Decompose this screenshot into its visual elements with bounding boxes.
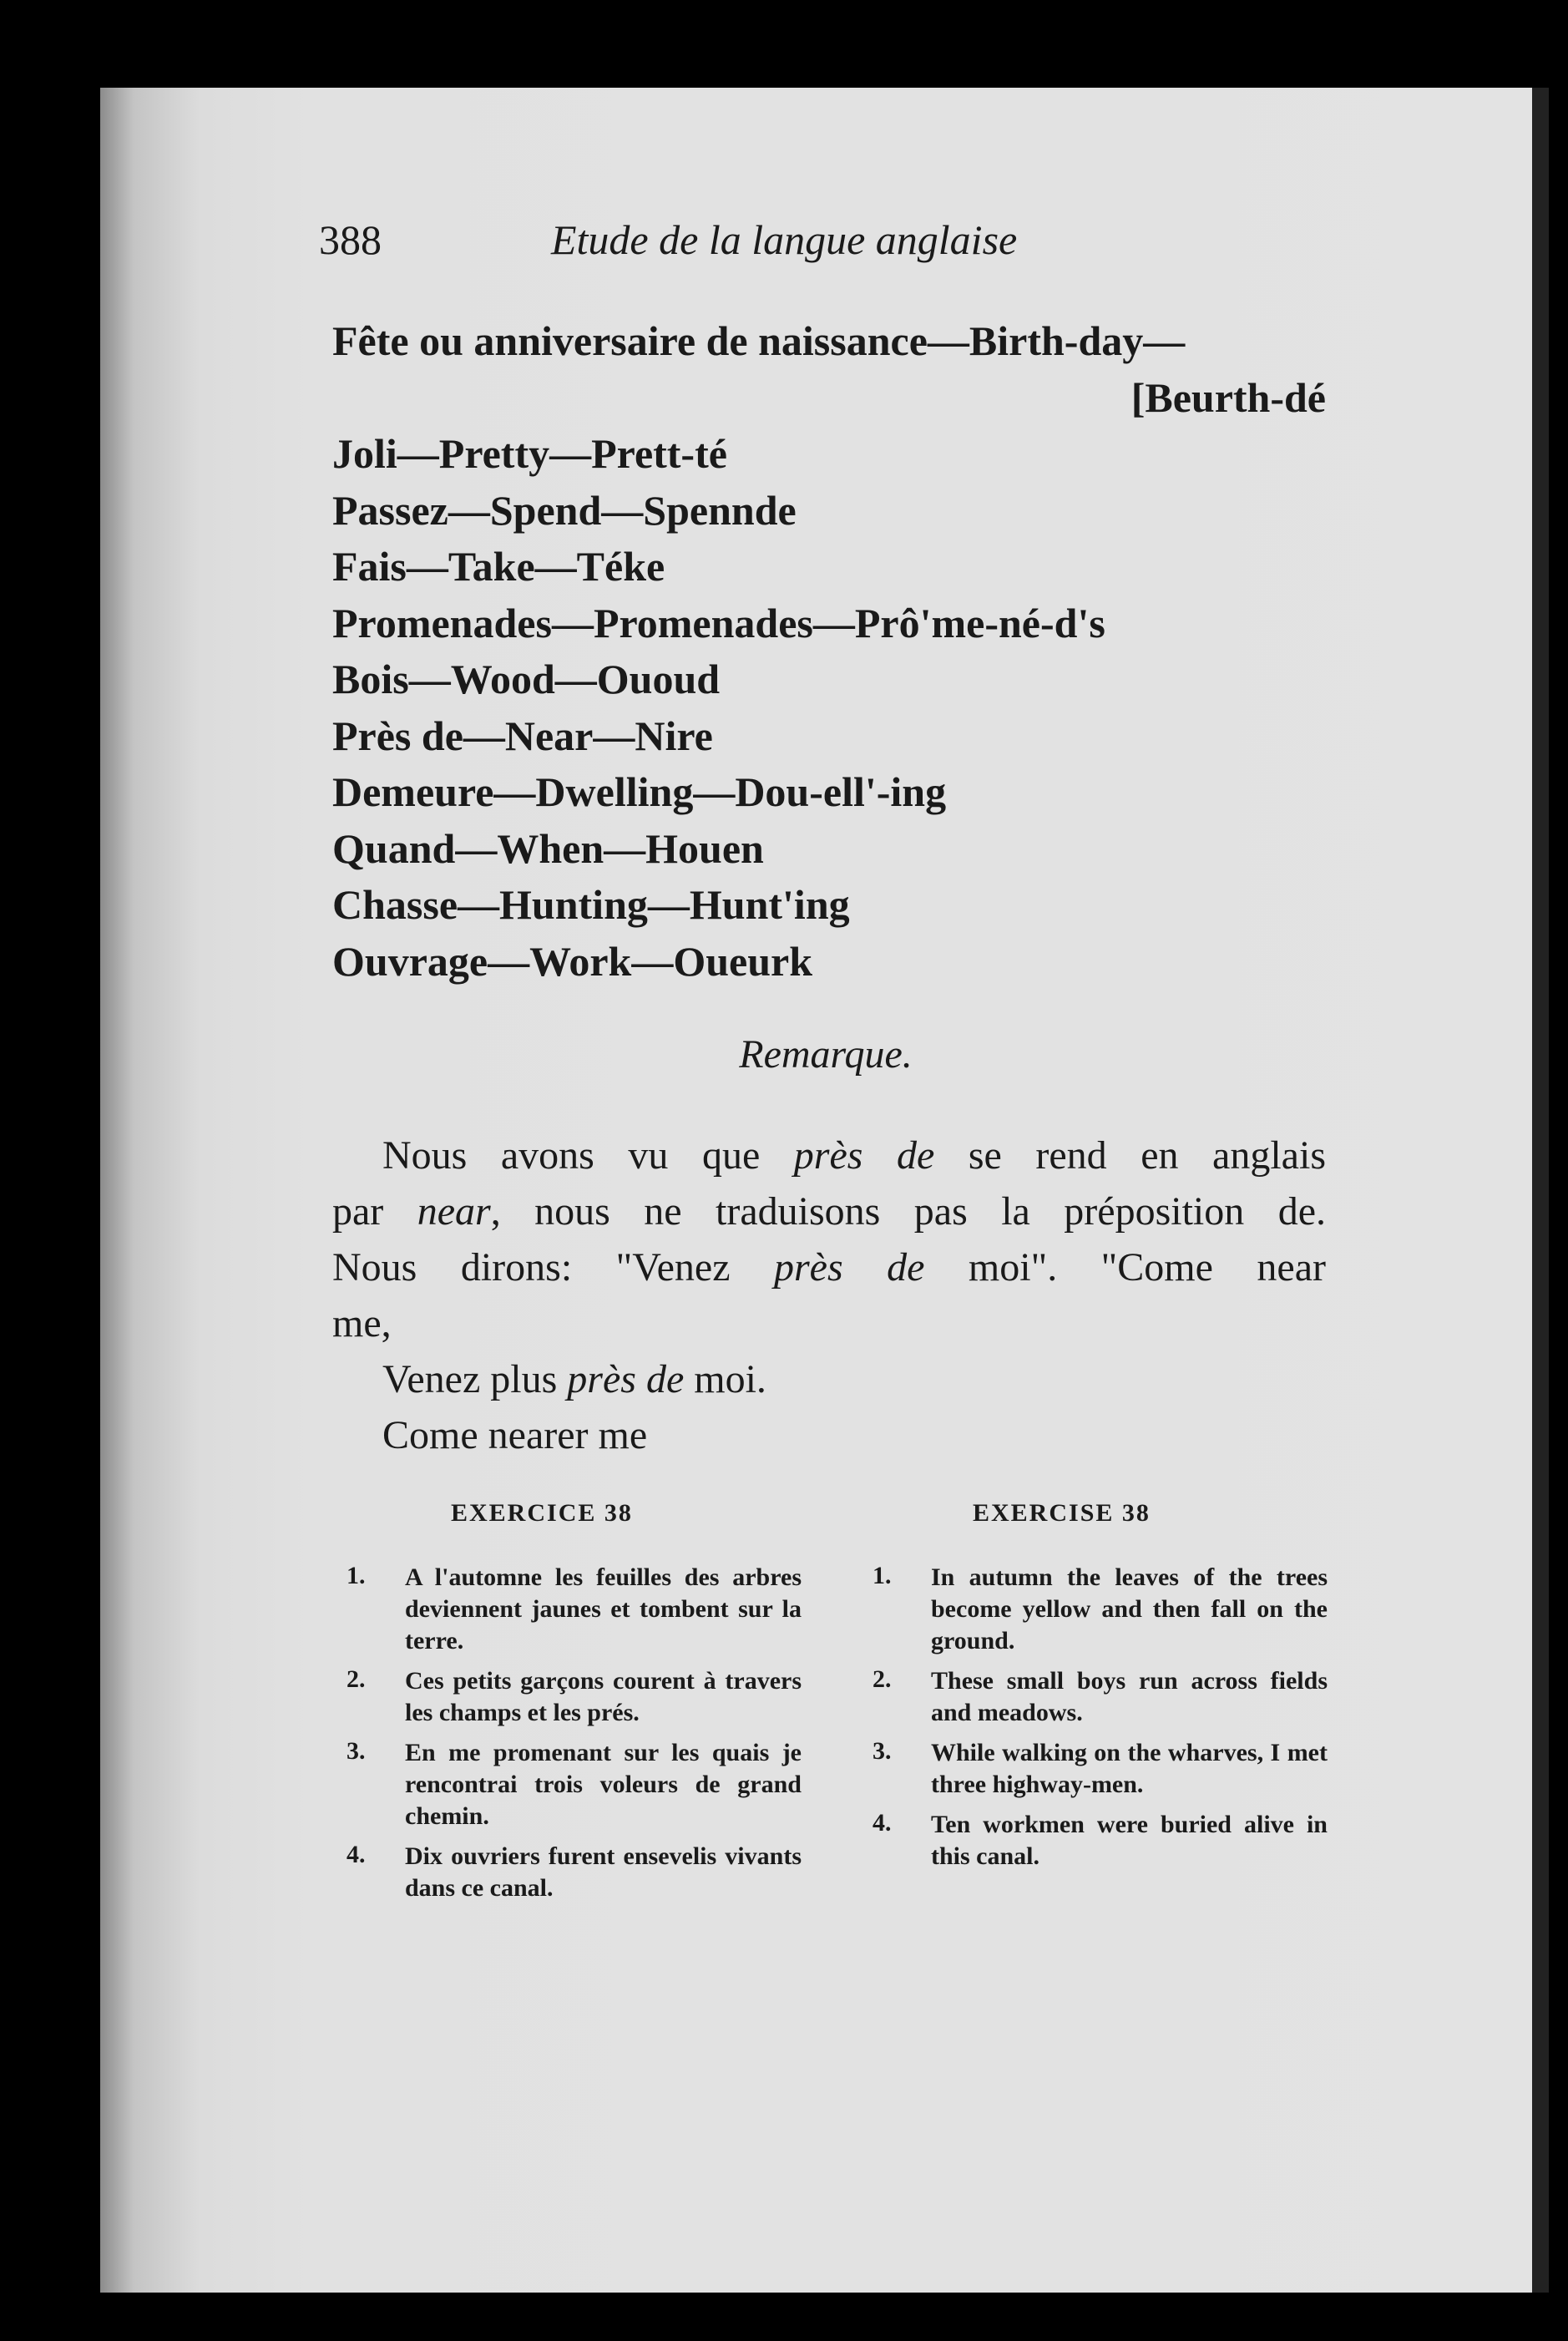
exercise-fr-heading: EXERCICE 38 bbox=[451, 1499, 633, 1527]
italic-run: près de bbox=[567, 1357, 685, 1401]
remark-line: me, bbox=[332, 1301, 392, 1345]
remark-line bbox=[332, 1183, 1326, 1239]
remark-line: Come nearer me bbox=[382, 1413, 648, 1457]
text-run: moi. bbox=[684, 1357, 766, 1401]
vocab-line: Demeure—Dwelling—Dou-ell'-ing bbox=[332, 768, 947, 815]
exercise-item bbox=[860, 1809, 1328, 1872]
italic-run: près de bbox=[793, 1133, 935, 1178]
text-run: Venez plus bbox=[382, 1357, 568, 1401]
vocab-line: Ouvrage—Work—Oueurk bbox=[332, 937, 813, 985]
exercise-en-heading: EXERCISE 38 bbox=[973, 1499, 1151, 1527]
remark-paragraph bbox=[332, 1127, 1326, 1463]
exercise-item bbox=[860, 1737, 1328, 1801]
vocab-line: Fête ou anniversaire de naissance—Birth-day— bbox=[332, 317, 1186, 364]
exercise-fr-column bbox=[334, 1562, 802, 1913]
item-text: In autumn the leaves of the trees become yellow and then fall on the ground. bbox=[931, 1563, 1328, 1654]
italic-run: près de bbox=[773, 1245, 925, 1290]
vocab-line: [Beurth-dé bbox=[1130, 373, 1326, 421]
text-run: se rend en anglais bbox=[934, 1133, 1327, 1178]
vocab-line: Chasse—Hunting—Hunt'ing bbox=[332, 881, 850, 928]
vocabulary-list bbox=[332, 313, 1334, 990]
item-text: A l'automne les feuilles des arbres deviennent jaunes et tombent sur la terre. bbox=[405, 1563, 802, 1654]
vocab-line: Bois—Wood—Ououd bbox=[332, 656, 721, 702]
item-number: 2. bbox=[873, 1665, 892, 1693]
vocab-line: Quand—When—Houen bbox=[332, 824, 764, 872]
item-number: 1. bbox=[873, 1562, 892, 1589]
running-title: Etude de la langue anglaise bbox=[551, 216, 1018, 263]
item-text: These small boys run across fields and meadows. bbox=[931, 1667, 1328, 1726]
vocab-line: Fais—Take—Téke bbox=[332, 543, 665, 590]
vocab-line: Promenades—Promenades—Prô'me-né-d's bbox=[332, 599, 1105, 646]
item-number: 4. bbox=[873, 1809, 892, 1837]
text-run: par bbox=[332, 1189, 417, 1234]
page-number: 388 bbox=[319, 216, 382, 263]
item-number: 4. bbox=[346, 1841, 366, 1868]
item-number: 3. bbox=[346, 1737, 366, 1765]
exercise-item bbox=[860, 1665, 1328, 1729]
item-number: 3. bbox=[873, 1737, 892, 1765]
vocab-line: Passez—Spend—Spennde bbox=[332, 486, 797, 534]
exercise-item bbox=[334, 1737, 802, 1832]
exercise-item bbox=[860, 1562, 1328, 1657]
item-text: Ces petits garçons courent à travers les champs et les prés. bbox=[405, 1667, 802, 1726]
text-run: Nous avons vu que bbox=[382, 1133, 794, 1178]
remark-line bbox=[332, 1127, 1326, 1183]
exercise-item bbox=[334, 1562, 802, 1657]
italic-run: near bbox=[417, 1189, 491, 1234]
item-text: En me promenant sur les quais je rencontrai trois voleurs de grand chemin. bbox=[405, 1739, 802, 1830]
item-number: 1. bbox=[346, 1562, 366, 1589]
vocab-line: Joli—Pretty—Prett-té bbox=[332, 430, 727, 477]
exercise-item bbox=[334, 1665, 802, 1729]
item-text: Dix ouvriers furent ensevelis vivants dans ce canal. bbox=[405, 1842, 802, 1902]
vocab-line: Près de—Near—Nire bbox=[332, 712, 713, 759]
page-edge-shadow bbox=[1532, 88, 1549, 2293]
exercise-item bbox=[334, 1841, 802, 1904]
item-text: Ten workmen were buried alive in this canal. bbox=[931, 1811, 1328, 1870]
item-number: 2. bbox=[346, 1665, 366, 1693]
item-text: While walking on the wharves, I met three highway-men. bbox=[931, 1739, 1328, 1798]
text-run: Nous dirons: "Venez bbox=[332, 1245, 774, 1290]
page-header bbox=[319, 215, 1137, 266]
remark-title: Remarque. bbox=[739, 1032, 913, 1077]
text-run: moi". "Come near bbox=[924, 1245, 1326, 1290]
exercise-en-column bbox=[860, 1562, 1328, 1881]
remark-line bbox=[332, 1239, 1326, 1295]
text-run: , nous ne traduisons pas la préposition de. bbox=[490, 1189, 1326, 1234]
remark-line bbox=[332, 1351, 1326, 1407]
